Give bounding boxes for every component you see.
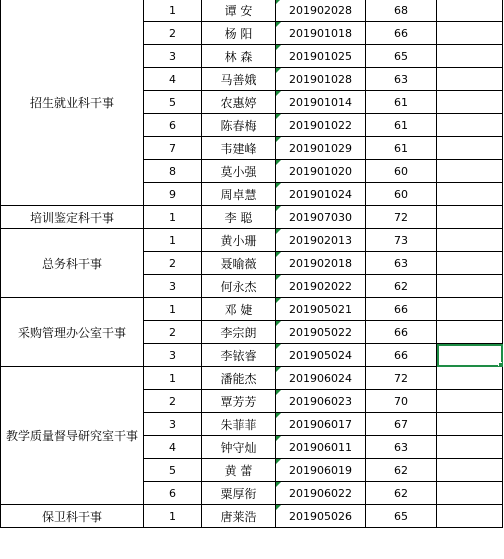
seq-cell[interactable]: 1 [144, 0, 202, 22]
score-cell[interactable]: 66 [366, 298, 437, 321]
exam-id-cell[interactable]: 201901014 [276, 91, 366, 114]
name-cell[interactable]: 朱菲菲 [202, 413, 276, 436]
score-cell[interactable]: 63 [366, 252, 437, 275]
position-cell[interactable]: 总务科干事 [1, 229, 144, 298]
score-cell[interactable]: 63 [366, 436, 437, 459]
seq-cell[interactable]: 4 [144, 68, 202, 91]
remark-cell[interactable] [437, 137, 503, 160]
results-table-body [1, 0, 503, 528]
name-cell[interactable]: 何永杰 [202, 275, 276, 298]
name-cell[interactable]: 谭 安 [202, 0, 276, 22]
exam-id-cell[interactable]: 201906011 [276, 436, 366, 459]
seq-cell[interactable]: 3 [144, 413, 202, 436]
exam-id-cell[interactable]: 201901028 [276, 68, 366, 91]
name-cell[interactable]: 潘能杰 [202, 367, 276, 390]
score-cell[interactable]: 60 [366, 183, 437, 206]
seq-cell[interactable]: 1 [144, 367, 202, 390]
remark-cell[interactable] [437, 298, 503, 321]
score-cell[interactable]: 62 [366, 482, 437, 505]
position-cell[interactable]: 招生就业科干事 [1, 0, 144, 206]
exam-id-cell[interactable]: 201902022 [276, 275, 366, 298]
seq-cell[interactable]: 5 [144, 91, 202, 114]
position-cell[interactable]: 采购管理办公室干事 [1, 298, 144, 367]
name-cell[interactable]: 粟厚衔 [202, 482, 276, 505]
score-cell[interactable]: 65 [366, 505, 437, 528]
name-cell[interactable]: 陈春梅 [202, 114, 276, 137]
exam-id-cell[interactable]: 201901029 [276, 137, 366, 160]
remark-cell[interactable] [437, 183, 503, 206]
remark-cell[interactable] [437, 22, 503, 45]
seq-cell[interactable]: 7 [144, 137, 202, 160]
table-row [1, 229, 503, 252]
name-cell[interactable]: 李 聪 [202, 206, 276, 229]
remark-cell[interactable] [437, 160, 503, 183]
remark-cell[interactable] [437, 91, 503, 114]
table-row [1, 206, 503, 229]
seq-cell[interactable]: 6 [144, 114, 202, 137]
seq-cell[interactable]: 3 [144, 344, 202, 367]
remark-cell[interactable] [437, 45, 503, 68]
exam-id-cell[interactable]: 201907030 [276, 206, 366, 229]
name-cell[interactable]: 农惠婷 [202, 91, 276, 114]
table-row [1, 0, 503, 22]
seq-cell[interactable]: 5 [144, 459, 202, 482]
score-cell[interactable]: 61 [366, 91, 437, 114]
exam-id-cell[interactable]: 201901025 [276, 45, 366, 68]
remark-cell[interactable] [437, 367, 503, 390]
remark-cell[interactable] [437, 413, 503, 436]
seq-cell[interactable]: 2 [144, 390, 202, 413]
score-cell[interactable]: 66 [366, 22, 437, 45]
score-cell[interactable]: 72 [366, 367, 437, 390]
score-cell[interactable]: 70 [366, 390, 437, 413]
name-cell[interactable]: 李宗朗 [202, 321, 276, 344]
name-cell[interactable]: 唐莱浩 [202, 505, 276, 528]
name-cell[interactable]: 邓 婕 [202, 298, 276, 321]
name-cell[interactable]: 黄 蕾 [202, 459, 276, 482]
seq-cell[interactable]: 2 [144, 22, 202, 45]
exam-id-cell[interactable]: 201901024 [276, 183, 366, 206]
remark-cell[interactable] [437, 390, 503, 413]
name-cell[interactable]: 马善娥 [202, 68, 276, 91]
exam-id-cell[interactable]: 201902018 [276, 252, 366, 275]
remark-cell[interactable] [437, 505, 503, 528]
seq-cell[interactable]: 3 [144, 45, 202, 68]
score-cell[interactable]: 61 [366, 114, 437, 137]
position-cell[interactable]: 教学质量督导研究室干事 [1, 367, 144, 505]
name-cell[interactable]: 李铱睿 [202, 344, 276, 367]
exam-id-cell[interactable]: 201905021 [276, 298, 366, 321]
exam-id-cell[interactable]: 201906017 [276, 413, 366, 436]
position-cell[interactable]: 培训鉴定科干事 [1, 206, 144, 229]
exam-id-cell[interactable]: 201905022 [276, 321, 366, 344]
seq-cell[interactable]: 1 [144, 298, 202, 321]
exam-id-cell[interactable]: 201902028 [276, 0, 366, 22]
remark-cell[interactable] [437, 114, 503, 137]
exam-id-cell[interactable]: 201901018 [276, 22, 366, 45]
remark-cell[interactable] [437, 68, 503, 91]
exam-id-cell[interactable]: 201906022 [276, 482, 366, 505]
exam-id-cell[interactable]: 201906023 [276, 390, 366, 413]
exam-id-cell[interactable]: 201901020 [276, 160, 366, 183]
exam-id-cell[interactable]: 201906024 [276, 367, 366, 390]
remark-cell[interactable] [437, 252, 503, 275]
table-row [1, 505, 503, 528]
name-cell[interactable]: 周卓慧 [202, 183, 276, 206]
score-cell[interactable]: 60 [366, 160, 437, 183]
seq-cell[interactable]: 1 [144, 206, 202, 229]
remark-cell[interactable] [437, 0, 503, 22]
score-cell[interactable]: 72 [366, 206, 437, 229]
remark-cell[interactable] [437, 229, 503, 252]
seq-cell[interactable]: 8 [144, 160, 202, 183]
remark-cell[interactable] [437, 206, 503, 229]
seq-cell[interactable]: 2 [144, 321, 202, 344]
score-cell[interactable]: 61 [366, 137, 437, 160]
score-cell[interactable]: 68 [366, 0, 437, 22]
score-cell[interactable]: 66 [366, 321, 437, 344]
seq-cell[interactable]: 1 [144, 229, 202, 252]
score-cell[interactable]: 73 [366, 229, 437, 252]
name-cell[interactable]: 林 森 [202, 45, 276, 68]
seq-cell[interactable]: 6 [144, 482, 202, 505]
name-cell[interactable]: 杨 阳 [202, 22, 276, 45]
score-cell[interactable]: 62 [366, 459, 437, 482]
exam-id-cell[interactable]: 201902013 [276, 229, 366, 252]
exam-id-cell[interactable]: 201901022 [276, 114, 366, 137]
seq-cell[interactable]: 1 [144, 505, 202, 528]
score-cell[interactable]: 66 [366, 344, 437, 367]
remark-cell[interactable] [437, 275, 503, 298]
score-cell[interactable]: 63 [366, 68, 437, 91]
exam-id-cell[interactable]: 201905026 [276, 505, 366, 528]
remark-cell[interactable] [437, 459, 503, 482]
remark-cell[interactable] [437, 321, 503, 344]
name-cell[interactable]: 韦建峰 [202, 137, 276, 160]
position-cell[interactable]: 保卫科干事 [1, 505, 144, 528]
exam-id-cell[interactable]: 201906019 [276, 459, 366, 482]
seq-cell[interactable]: 2 [144, 252, 202, 275]
seq-cell[interactable]: 9 [144, 183, 202, 206]
seq-cell[interactable]: 3 [144, 275, 202, 298]
name-cell[interactable]: 覃芳芳 [202, 390, 276, 413]
name-cell[interactable]: 黄小珊 [202, 229, 276, 252]
selected-cell[interactable] [437, 344, 503, 367]
seq-cell[interactable]: 4 [144, 436, 202, 459]
name-cell[interactable]: 钟守灿 [202, 436, 276, 459]
score-cell[interactable]: 65 [366, 45, 437, 68]
remark-cell[interactable] [437, 436, 503, 459]
name-cell[interactable]: 聂喻薇 [202, 252, 276, 275]
score-cell[interactable]: 67 [366, 413, 437, 436]
table-row [1, 367, 503, 390]
remark-cell[interactable] [437, 482, 503, 505]
table-row [1, 298, 503, 321]
name-cell[interactable]: 莫小强 [202, 160, 276, 183]
score-cell[interactable]: 62 [366, 275, 437, 298]
exam-id-cell[interactable]: 201905024 [276, 344, 366, 367]
